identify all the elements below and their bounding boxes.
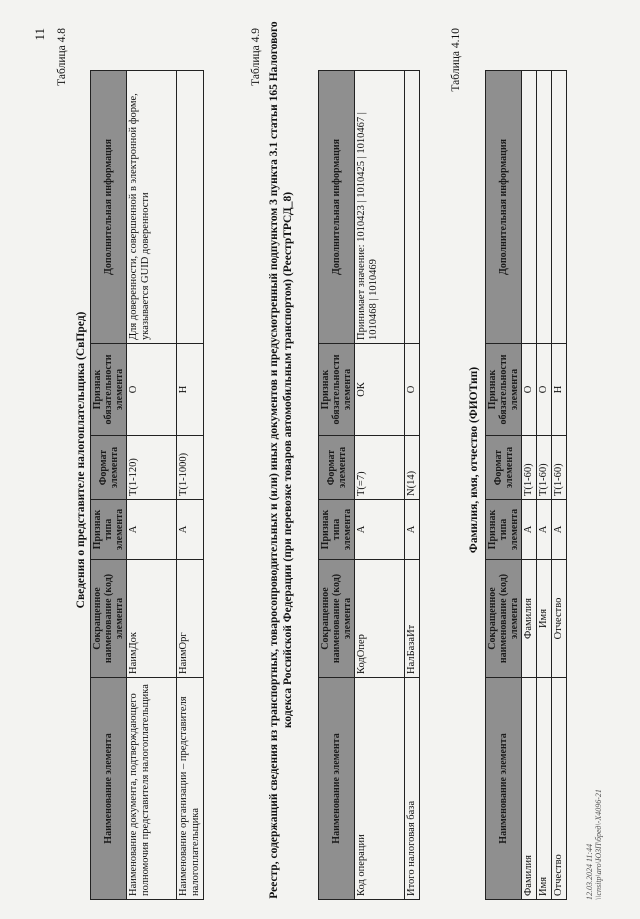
cell: О xyxy=(127,344,177,436)
print-stamp xyxy=(585,789,603,900)
table-row xyxy=(552,71,567,900)
cell: Принимает значение: 1010423 | 1010425 | 1010467 | 1010468 | 1010469 xyxy=(355,71,405,344)
cell: T(1-60) xyxy=(537,436,552,500)
table-4-9-caption: Таблица 4.9 xyxy=(250,28,262,86)
cell: N(14) xyxy=(405,436,420,500)
col-header: Признак типа элемента xyxy=(91,500,127,560)
col-header: Признак обязательности элемента xyxy=(319,344,355,436)
col-header: Признак обязательности элемента xyxy=(486,344,522,436)
cell: Имя xyxy=(537,560,552,678)
col-header: Сокращенное наименование (код) элемента xyxy=(319,560,355,678)
table-row xyxy=(405,71,420,900)
col-header: Сокращенное наименование (код) элемента xyxy=(486,560,522,678)
col-header: Наименование элемента xyxy=(91,678,127,900)
cell: О xyxy=(405,344,420,436)
cell: НаимДок xyxy=(127,560,177,678)
table-4-9-title: Реестр, содержащий сведения из транспортных, товаросопроводительных и (или) иных документов и предусмотренный подпунктом 3 пункта 3.1 статьи 165 Налогового кодекса Российской Федерации (при перевозке товаров автомобильным транспортом) (РеестрТРСД_8) xyxy=(268,21,294,899)
col-header: Дополнительная информация xyxy=(91,71,127,344)
cell: Фамилия xyxy=(522,560,537,678)
cell: НалБазаИт xyxy=(405,560,420,678)
cell: Код операции xyxy=(355,678,405,900)
col-header: Формат элемента xyxy=(319,436,355,500)
table-4-10-caption: Таблица 4.10 xyxy=(450,28,462,92)
table-4-10-title: Фамилия, имя, отчество (ФИОТип) xyxy=(468,366,480,554)
table-row xyxy=(127,71,177,900)
table-4-8-caption: Таблица 4.8 xyxy=(56,28,68,86)
cell: А xyxy=(405,500,420,560)
cell: Имя xyxy=(537,678,552,900)
table-row xyxy=(177,71,204,900)
cell xyxy=(537,71,552,344)
cell: Фамилия xyxy=(522,678,537,900)
cell: А xyxy=(537,500,552,560)
cell: А xyxy=(355,500,405,560)
col-header: Формат элемента xyxy=(486,436,522,500)
table-header-row xyxy=(319,71,355,900)
col-header: Формат элемента xyxy=(91,436,127,500)
page-number: 11 xyxy=(32,28,47,41)
cell: Н xyxy=(177,344,204,436)
table-header-row xyxy=(486,71,522,900)
cell xyxy=(405,71,420,344)
col-header: Признак обязательности элемента xyxy=(91,344,127,436)
col-header: Признак типа элемента xyxy=(486,500,522,560)
cell: А xyxy=(522,500,537,560)
cell: Отчество xyxy=(552,560,567,678)
col-header: Наименование элемента xyxy=(319,678,355,900)
col-header: Дополнительная информация xyxy=(486,71,522,344)
col-header: Признак типа элемента xyxy=(319,500,355,560)
table-row xyxy=(522,71,537,900)
cell: Наименование документа, подтверждающего полномочия представителя налогоплательщика xyxy=(127,678,177,900)
cell: А xyxy=(177,500,204,560)
cell: Отчество xyxy=(552,678,567,900)
table-4-10 xyxy=(485,70,567,900)
cell: КодОпер xyxy=(355,560,405,678)
cell: А xyxy=(552,500,567,560)
cell xyxy=(177,71,204,344)
cell: ОК xyxy=(355,344,405,436)
cell: T(=7) xyxy=(355,436,405,500)
cell: Наименование организации – представителя налогоплательщика xyxy=(177,678,204,900)
table-4-8-title: Сведения о представителе налогоплательщика (СвПред) xyxy=(75,311,87,609)
cell xyxy=(522,71,537,344)
table-4-8 xyxy=(90,70,204,900)
cell: T(1-60) xyxy=(552,436,567,500)
table-row xyxy=(355,71,405,900)
table-row xyxy=(537,71,552,900)
col-header: Наименование элемента xyxy=(486,678,522,900)
cell: НаимОрг xyxy=(177,560,204,678)
cell: T(1-1000) xyxy=(177,436,204,500)
cell: Для доверенности, совершенной в электронной форме, указывается GUID доверенности xyxy=(127,71,177,344)
table-header-row xyxy=(91,71,127,900)
col-header: Дополнительная информация xyxy=(319,71,355,344)
stamp-date: 12.03.2024 11:44 xyxy=(585,843,594,900)
stamp-path: \\cnsitp\aro\ЮЗП\бред\-Х4096-21 xyxy=(594,789,603,900)
cell: T(1-60) xyxy=(522,436,537,500)
cell: О xyxy=(522,344,537,436)
cell: А xyxy=(127,500,177,560)
cell: О xyxy=(537,344,552,436)
cell xyxy=(552,71,567,344)
col-header: Сокращенное наименование (код) элемента xyxy=(91,560,127,678)
table-4-9 xyxy=(318,70,420,900)
cell: Н xyxy=(552,344,567,436)
cell: T(1-120) xyxy=(127,436,177,500)
cell: Итого налоговая база xyxy=(405,678,420,900)
rotated-content xyxy=(30,20,610,900)
